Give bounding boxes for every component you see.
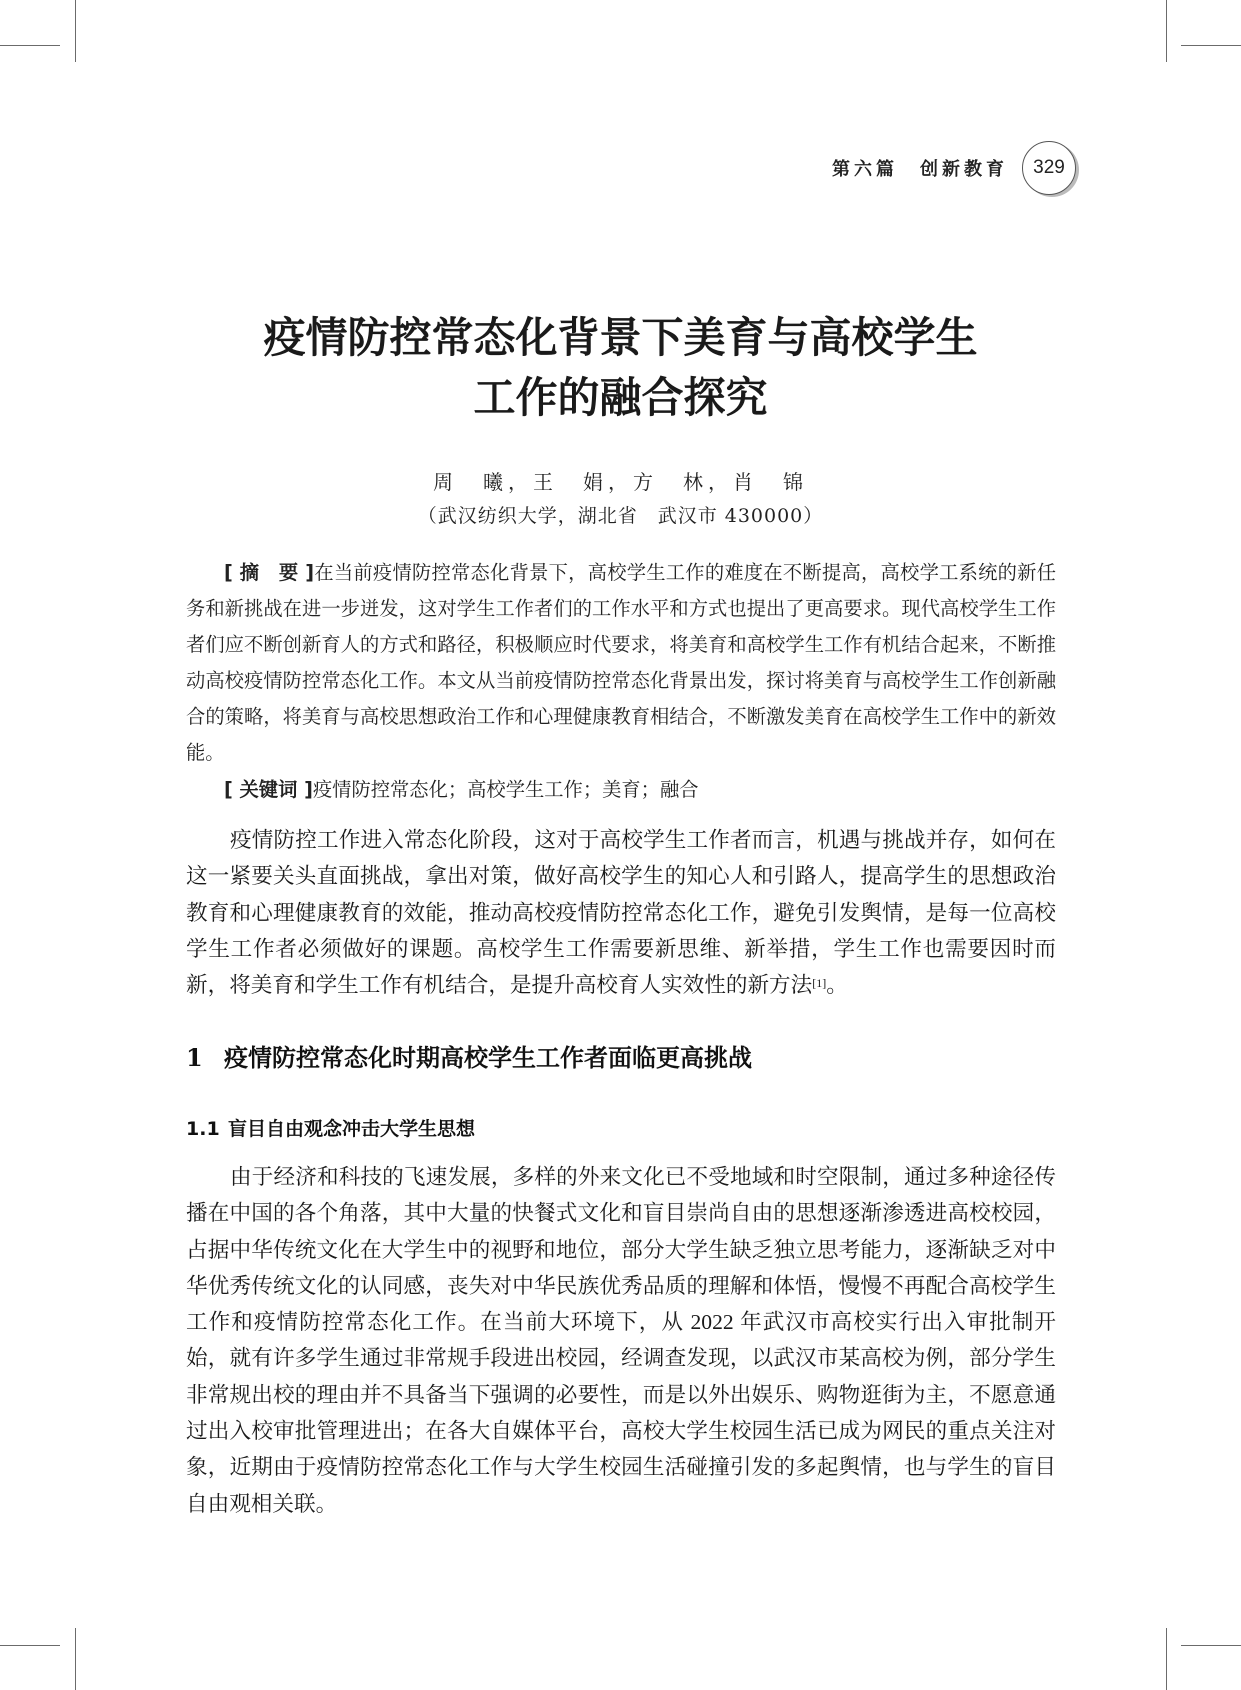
crop-mark [1181, 1645, 1241, 1646]
crop-mark [1166, 0, 1167, 62]
subsection-heading [186, 1114, 475, 1141]
article-title [0, 308, 1241, 428]
abstract-text: 在当前疫情防控常态化背景下，高校学生工作的难度在不断提高，高校学工系统的新任务和新挑战在进一步迸发，这对学生工作者们的工作水平和方式也提出了更高要求。现代高校学生工作者们应不断创新育人的方式和路径，积极顺应时代要求，将美育和高校学生工作有机结合起来，不断推动高校疫情防控常态化工作。本文从当前疫情防控常态化背景出发，探讨将美育与高校学生工作创新融合的策略，将美育与高校思想政治工作和心理健康教育相结合，不断激发美育在高校学生工作中的新效能。 [186, 561, 1056, 764]
running-head: 第六篇 创新教育 [832, 159, 1008, 180]
keywords-label: [ 关键词 ] [224, 778, 313, 801]
section-title: 疫情防控常态化时期高校学生工作者面临更高挑战 [224, 1043, 752, 1072]
authors: 周 曦，王 娟，方 林，肖 锦 [433, 470, 808, 494]
intro-paragraph [186, 822, 1056, 1003]
crop-mark [1181, 45, 1241, 46]
crop-mark [75, 1628, 76, 1690]
section-heading [186, 1038, 752, 1073]
crop-mark [75, 0, 76, 62]
affiliation: （武汉纺织大学，湖北省 武汉市 430000） [417, 505, 824, 527]
page-number: 329 [1022, 141, 1076, 195]
title-line-1: 疫情防控常态化背景下美育与高校学生 [263, 313, 978, 362]
keywords-text: 疫情防控常态化；高校学生工作；美育；融合 [312, 778, 699, 801]
body-paragraph: 由于经济和科技的飞速发展，多样的外来文化已不受地域和时空限制，通过多种途径传播在中国的各个角落，其中大量的快餐式文化和盲目崇尚自由的思想逐渐渗透进高校校园，占据中华传统文化在大学生中的视野和地位，部分大学生缺乏独立思考能力，逐渐缺乏对中华优秀传统文化的认同感，丧失对中华民族优秀品质的理解和体悟，慢慢不再配合高校学生工作和疫情防控常态化工作。在当前大环境下，从 2022 年武汉市高校实行出入审批制开始，就有许多学生通过非常规手段进出校园，经调查发现，以武汉市某高校为例，部分学生非常规出校的理由并不具备当下强调的必要性，而是以外出娱乐、购物逛街为主，不愿意通过出入校审批管理进出；在各大自媒体平台，高校大学生校园生活已成为网民的重点关注对象，近期由于疫情防控常态化工作与大学生校园生活碰撞引发的多起舆情，也与学生的盲目自由观相关联。 [186, 1165, 1056, 1516]
section-number: 1 [186, 1043, 203, 1072]
citation: [1] [812, 976, 827, 991]
intro-text: 疫情防控工作进入常态化阶段，这对于高校学生工作者而言，机遇与挑战并存，如何在这一紧要关头直面挑战，拿出对策，做好高校学生的知心人和引路人，提高学生的思想政治教育和心理健康教育的效能，推动高校疫情防控常态化工作，避免引发舆情，是每一位高校学生工作者必须做好的课题。高校学生工作需要新思维、新举措，学生工作也需要因时而新，将美育和学生工作有机结合，是提升高校育人实效性的新方法 [186, 828, 1056, 998]
page-header [832, 141, 1076, 195]
crop-mark [0, 45, 60, 46]
abstract-label: [ 摘 要 ] [224, 561, 315, 584]
crop-mark [0, 1645, 60, 1646]
subsection-title: 盲目自由观念冲击大学生思想 [228, 1118, 476, 1140]
keywords [224, 772, 1054, 808]
abstract [186, 555, 1056, 771]
crop-mark [1166, 1628, 1167, 1690]
intro-end: 。 [826, 973, 848, 998]
title-line-2: 工作的融合探究 [473, 373, 768, 422]
subsection-number: 1.1 [186, 1118, 220, 1140]
